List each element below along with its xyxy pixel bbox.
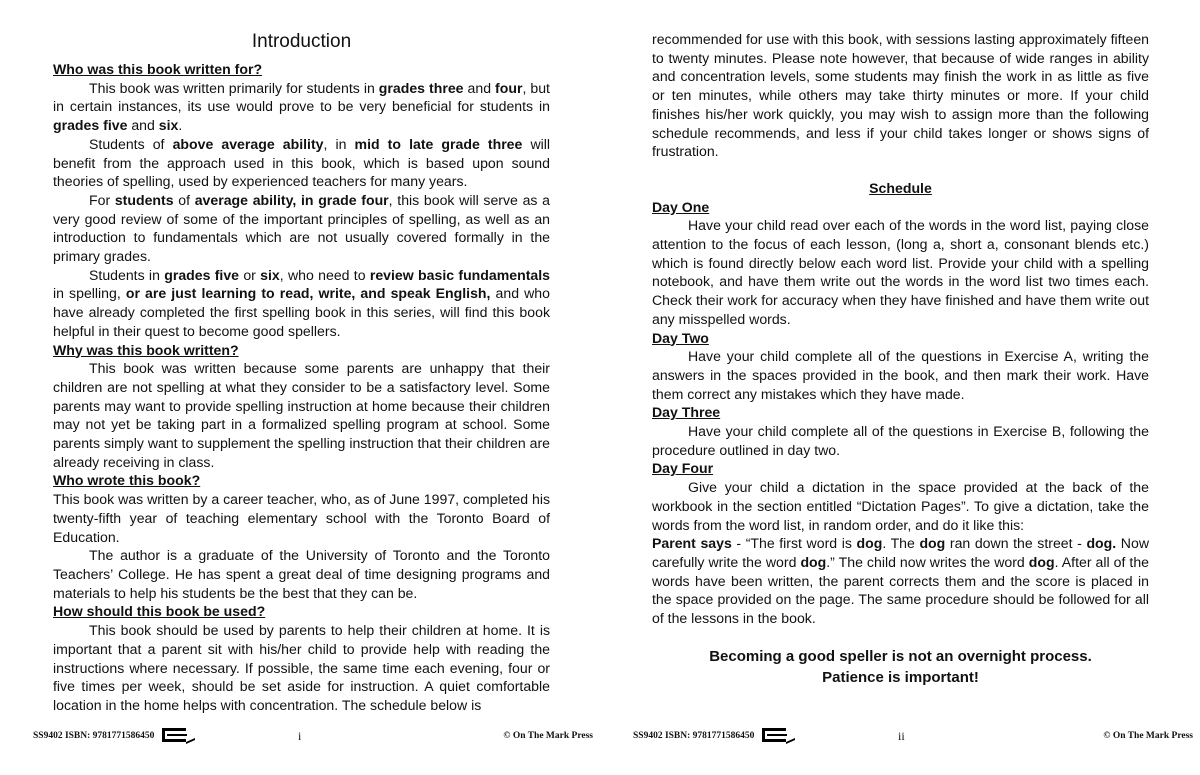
closing-line-1: Becoming a good speller is not an overnight process. [709,647,1092,665]
left-sections [53,60,550,715]
closing-line-2: Patience is important! [822,668,979,686]
page-number: ii [898,729,905,743]
body-paragraph: Give your child a dictation in the space provided at the back of the workbook in the section entitled “Dictation Pages”. To give a dictation, take the words from the word list, in random order, and do it like this: [652,479,1149,533]
body-paragraph: For students of average ability, in grade four, this book will serve as a very good review of some of the important principles of spelling, as well as an introduction to fundamentals which are not usually covered formally in the primary grades. [53,191,550,265]
body-paragraph: Have your child complete all of the questions in Exercise B, following the procedure outlined in day two. [652,423,1149,458]
body-paragraph: This book should be used by parents to help their children at home. It is important that a parent sit with his/her child to provide help with reading the instructions where necessary. If possible, the same time each evening, four or five times per week, should be set aside for instruction. A quiet comfortable location in the home helps with concentration. The schedule below is [53,622,550,713]
body-paragraph: Have your child complete all of the questions in Exercise A, writing the answers in the spaces provided in the book, and then mark their work. Have them correct any mistakes which they have made. [652,348,1149,402]
section-heading: How should this book be used? [53,603,266,620]
body-paragraph: The author is a graduate of the University of Toronto and the Toronto Teachers’ College. He has spent a great deal of time designing programs and materials to help his students be the best that they can be. [53,547,550,601]
day-heading: Day One [652,198,710,215]
body-paragraph: Parent says - “The first word is dog. The dog ran down the street - dog. Now carefully write the word dog.” The child now writes the word dog. After all of the words have been written, the parent corrects them and the score is placed in the space provided on the page. The same procedure should be followed for all of the lessons in the book. [652,535,1150,627]
footer-left [33,729,593,747]
closing-message [652,646,1149,688]
continuation-paragraph: recommended for use with this book, with sessions lasting approximately fifteen to twenty minutes. Please note however, that because of wide ranges in ability and concentration levels, some students may finish the work in as little as five or ten minutes, while others may take thirty minutes or more. If your child finishes his/her work quickly, you may wish to assign more than the following schedule recommends, and less if your child takes longer or shows signs of frustration. [652,31,1149,160]
footer-isbn: SS9402 ISBN: 9781771586450 [33,731,155,741]
day-heading: Day Three [652,404,721,421]
footer-isbn: SS9402 ISBN: 9781771586450 [633,731,755,741]
schedule-days [652,198,1149,628]
day-heading: Day Four [652,460,714,477]
schedule-title: Schedule [869,179,932,196]
book-stack-logo-icon [161,726,197,744]
footer-copyright: © On The Mark Press [1103,731,1193,741]
page-title: Introduction [251,31,352,52]
page-number: i [298,729,302,743]
left-column [53,30,550,715]
section-heading: Who was this book written for? [53,61,263,77]
footer-copyright: © On The Mark Press [503,731,593,741]
right-page [600,0,1200,775]
day-heading: Day Two [652,329,709,346]
body-paragraph: Have your child read over each of the words in the word list, paying close attention to the focus of each lesson, (long a, short a, consonant blends etc.) which is found directly below each word list. Provide your child with a spelling notebook, and have them write out the words in the word list two times each. Check their work for accuracy when they have finished and have them write out any misspelled words. [652,217,1149,327]
body-paragraph: This book was written because some parents are unhappy that their children are not spelling at what they consider to be a satisfactory level. Some parents may want to provide spelling instruction at home because their children may not yet be taking part in a formalized spelling program at school. Some parents simply want to supplement the spelling instruction that their children are already receiving in class. [53,360,550,470]
body-paragraph: This book was written by a career teacher, who, as of June 1997, completed his twenty-fifth year of teaching elementary school with the Toronto Board of Education. [53,491,550,545]
footer-right [633,729,1193,747]
section-heading: Why was this book written? [53,341,239,358]
book-stack-logo-icon [761,726,797,744]
body-paragraph: Students of above average ability, in mid to late grade three will benefit from the approach used in this book, which is based upon sound theories of spelling, used by experienced teachers for many years. [53,135,551,190]
body-paragraph: This book was written primarily for students in grades three and four, but in certain instances, its use would prove to be very beneficial for students in grades five and six. [53,79,550,134]
right-column [652,30,1149,688]
body-paragraph: Students in grades five or six, who need to review basic fundamentals in spelling, or are just learning to read, write, and speak English, and who have already completed the first spelling book in this series, will find this book helpful in their quest to become good spellers. [53,266,551,339]
section-heading: Who wrote this book? [53,472,201,489]
